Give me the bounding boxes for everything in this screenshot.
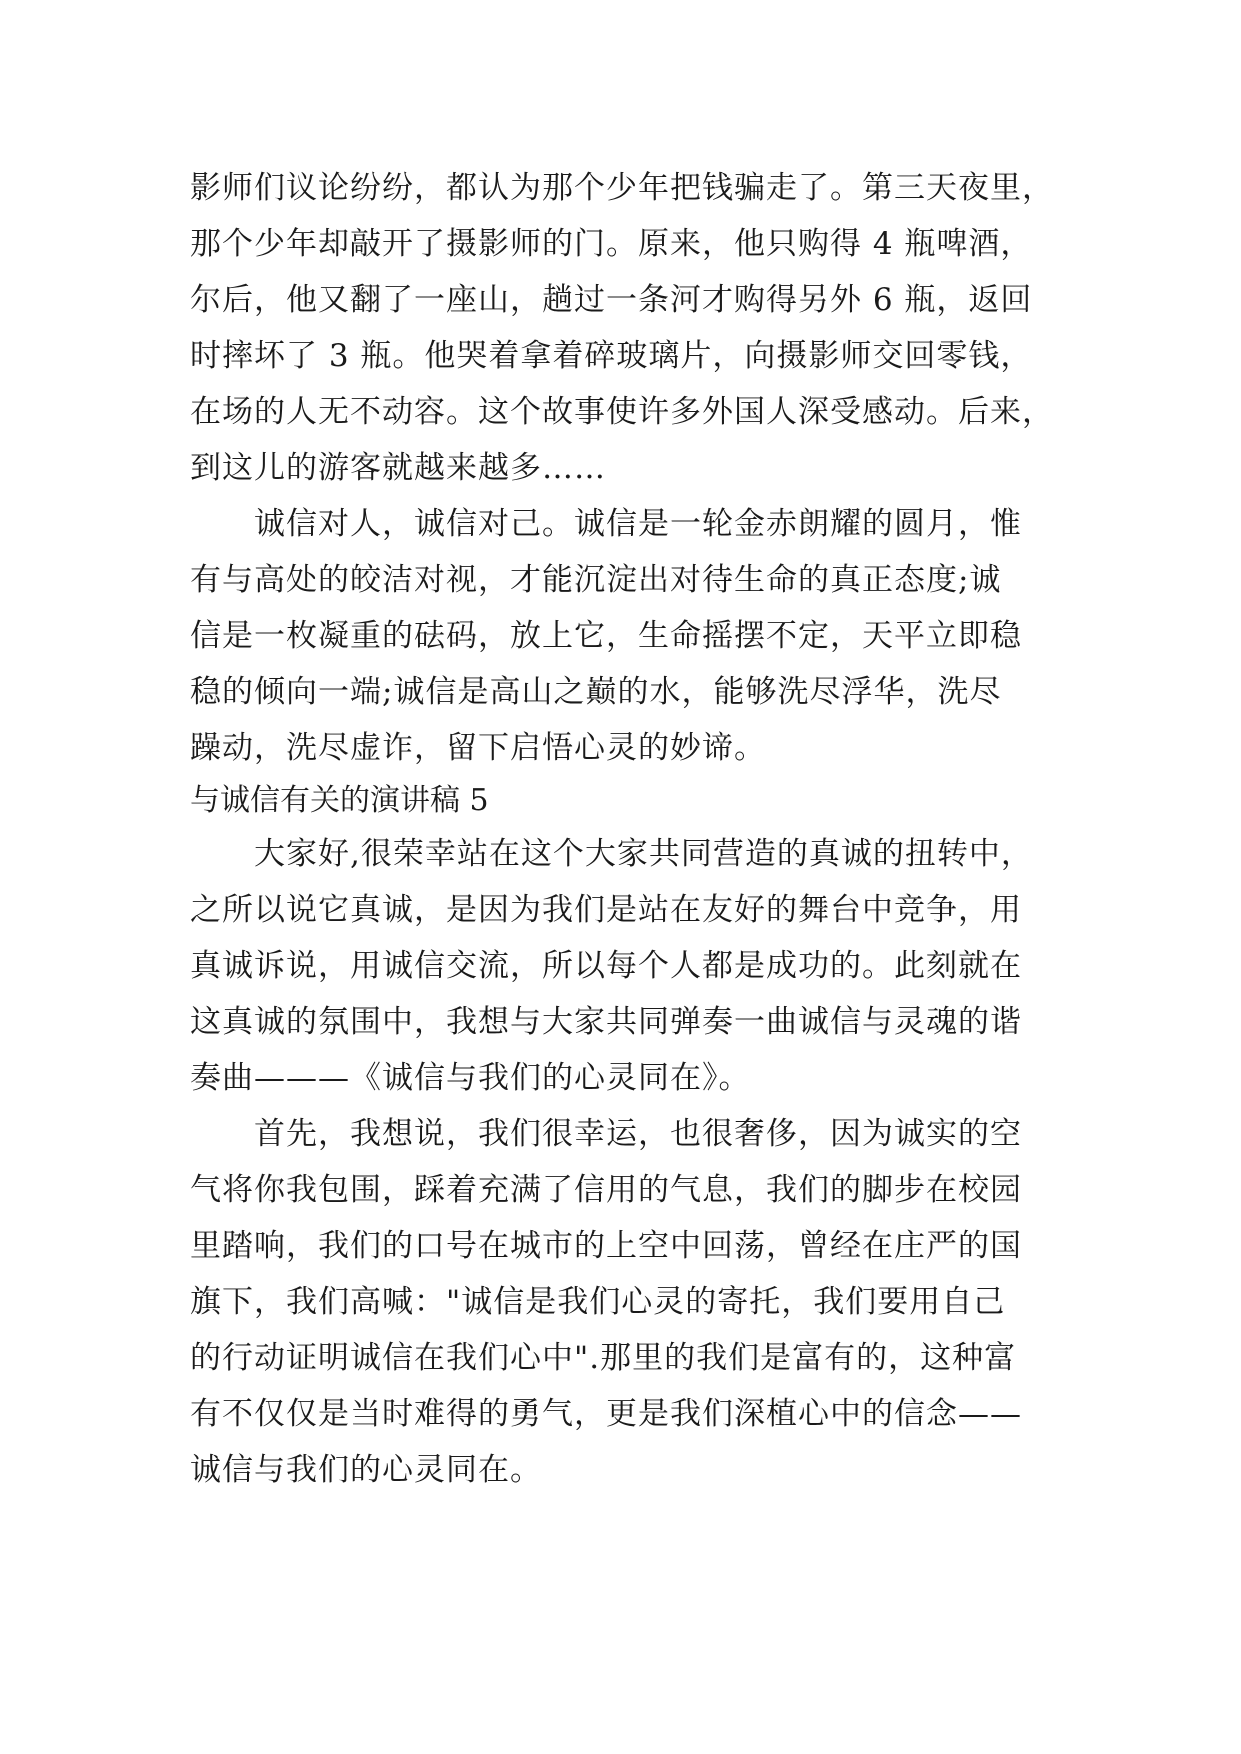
- text-line: 旗下，我们高喊："诚信是我们心灵的寄托，我们要用自己: [190, 1284, 1006, 1320]
- text-line: 的行动证明诚信在我们心中".那里的我们是富有的，这种富: [190, 1340, 1017, 1376]
- text-line: 首先，我想说，我们很幸运，也很奢侈，因为诚实的空: [254, 1116, 1022, 1152]
- text-line: 这真诚的氛围中，我想与大家共同弹奏一曲诚信与灵魂的谐: [190, 1004, 1022, 1040]
- text-line: 在场的人无不动容。这个故事使许多外国人深受感动。后来，: [190, 394, 1054, 430]
- text-line: 有与高处的皎洁对视，才能沉淀出对待生命的真正态度;诚: [190, 562, 1002, 598]
- text-line: 奏曲———《诚信与我们的心灵同在》。: [190, 1060, 751, 1096]
- section-heading: 与诚信有关的演讲稿 5: [190, 783, 489, 818]
- text-line: 里踏响，我们的口号在城市的上空中回荡，曾经在庄严的国: [190, 1228, 1022, 1264]
- text-line: 稳的倾向一端;诚信是高山之巅的水，能够洗尽浮华，洗尽: [190, 674, 1002, 710]
- text-line: 影师们议论纷纷，都认为那个少年把钱骗走了。第三天夜里，: [190, 170, 1054, 206]
- paragraph-honesty-metaphor: [190, 496, 1055, 776]
- text-line: 尔后，他又翻了一座山，趟过一条河才购得另外 6 瓶，返回: [190, 282, 1033, 318]
- text-line: 大家好,很荣幸站在这个大家共同营造的真诚的扭转中，: [254, 836, 1033, 872]
- text-line: 信是一枚凝重的砝码，放上它，生命摇摆不定，天平立即稳: [190, 618, 1022, 654]
- document-body: [190, 160, 1055, 1498]
- text-line: 有不仅仅是当时难得的勇气，更是我们深植心中的信念——: [190, 1396, 1022, 1432]
- text-line: 时摔坏了 3 瓶。他哭着拿着碎玻璃片，向摄影师交回零钱，: [190, 338, 1033, 374]
- paragraph-speech-first: [190, 1106, 1055, 1498]
- text-line: 真诚诉说，用诚信交流，所以每个人都是成功的。此刻就在: [190, 948, 1022, 984]
- text-line: 诚信对人，诚信对己。诚信是一轮金赤朗耀的圆月，惟: [254, 506, 1022, 542]
- paragraph-speech-opening: [190, 826, 1055, 1106]
- paragraph-story-end: [190, 160, 1055, 496]
- text-line: 之所以说它真诚，是因为我们是站在友好的舞台中竞争，用: [190, 892, 1022, 928]
- text-line: 那个少年却敲开了摄影师的门。原来，他只购得 4 瓶啤酒，: [190, 226, 1033, 262]
- text-line: 诚信与我们的心灵同在。: [190, 1452, 542, 1488]
- text-line: 气将你我包围，踩着充满了信用的气息，我们的脚步在校园: [190, 1172, 1022, 1208]
- text-line: 到这儿的游客就越来越多……: [190, 450, 606, 486]
- text-line: 躁动，洗尽虚诈，留下启悟心灵的妙谛。: [190, 730, 766, 766]
